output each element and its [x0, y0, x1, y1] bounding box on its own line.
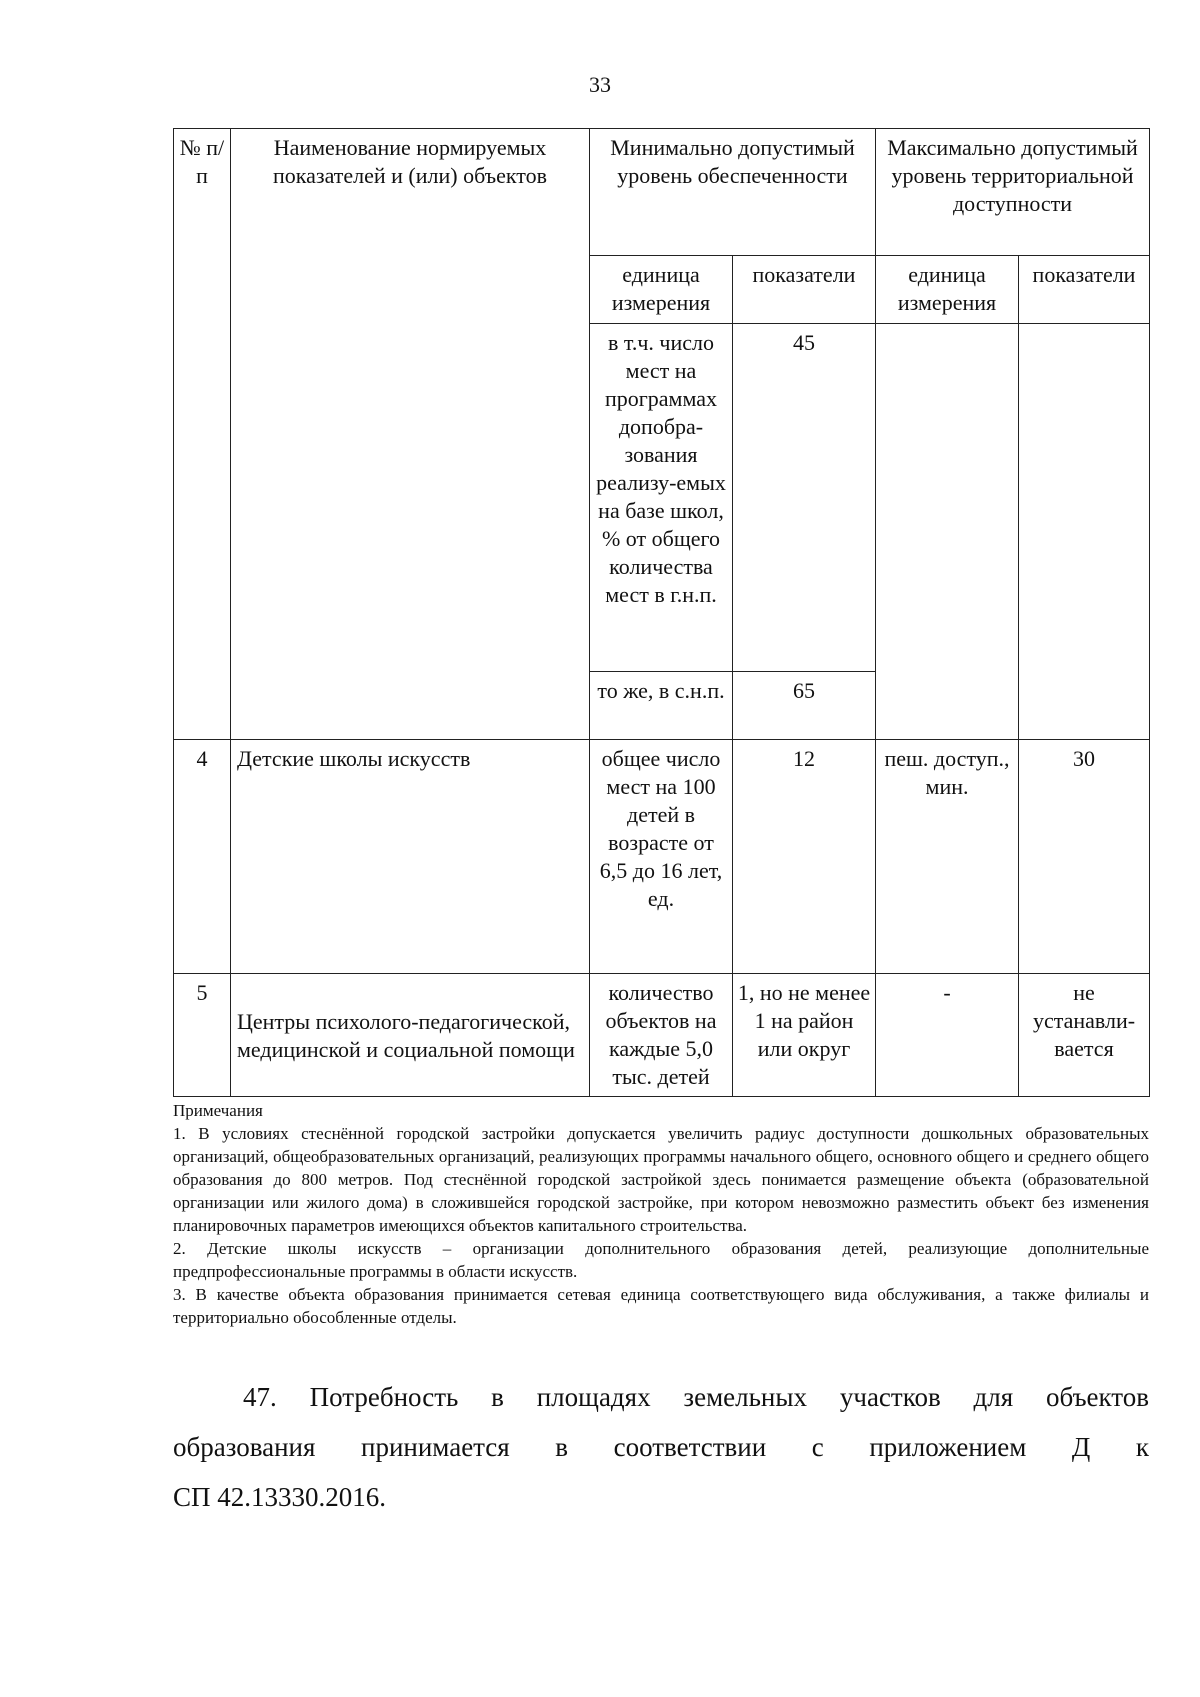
paragraph-line: СП 42.13330.2016.	[173, 1482, 387, 1512]
row-value-1: 1, но не менее 1 на район или округ	[733, 974, 876, 1097]
row-value-2: не устанавли-вается	[1019, 974, 1150, 1097]
header-max-level: Максимально допустимый уровень территориальной доступности	[876, 129, 1150, 256]
row-name: Центры психолого-педагогической, медицинской и социальной помощи	[231, 974, 590, 1097]
row-unit-1: общее число мест на 100 детей в возрасте от 6,5 до 16 лет, ед.	[590, 740, 733, 974]
row-value-1: 12	[733, 740, 876, 974]
header-min-level: Минимально допустимый уровень обеспеченности	[590, 129, 876, 256]
row-unit-2	[876, 324, 1019, 740]
row-value-2: 30	[1019, 740, 1150, 974]
note-item: 1. В условиях стеснённой городской застройки допускается увеличить радиус доступности дошкольных образовательных организаций, общеобразовательных организаций, реализующих программы начального общего, основного общего и среднего общего образования до 800 метров. Под стеснённой городской застройкой здесь понимается размещение объекта (образовательной организации или жилого дома) в сложившейся городской застройке, при котором невозможно разместить объект без изменения планировочных параметров имеющихся объектов капитального строительства.	[173, 1124, 1149, 1235]
row-unit-1: в т.ч. число мест на программах допобра-зования реализу-емых на базе школ, % от общего количества мест в г.н.п.	[590, 324, 733, 672]
paragraph-line: образования принимается в соответствии с приложением Д к	[173, 1432, 1149, 1462]
row-name: Детские школы искусств	[231, 740, 590, 974]
header-unit-2: единица измерения	[876, 256, 1019, 324]
row-value-2	[1019, 324, 1150, 740]
header-value-1: показатели	[733, 256, 876, 324]
header-value-2: показатели	[1019, 256, 1150, 324]
header-name: Наименование нормируемых показателей и (или) объектов	[231, 129, 590, 740]
notes-title: Примечания	[173, 1101, 263, 1120]
row-unit-2: пеш. доступ., мин.	[876, 740, 1019, 974]
note-item: 3. В качестве объекта образования принимается сетевая единица соответствующего вида обслуживания, а также филиалы и территориально обособленные отделы.	[173, 1285, 1149, 1327]
notes	[173, 1099, 1149, 1329]
row-value-1: 65	[733, 672, 876, 740]
row-num: 4	[174, 740, 231, 974]
page-number: 33	[589, 72, 611, 97]
paragraph-47	[173, 1372, 1149, 1522]
note-item: 2. Детские школы искусств – организации дополнительного образования детей, реализующие дополнительные предпрофессиональные программы в области искусств.	[173, 1239, 1149, 1281]
header-unit-1: единица измерения	[590, 256, 733, 324]
row-num: 5	[174, 974, 231, 1097]
table-row	[174, 974, 1150, 1097]
header-num: № п/п	[174, 129, 231, 740]
table-row	[174, 740, 1150, 974]
row-unit-2: -	[876, 974, 1019, 1097]
header-row	[174, 129, 1150, 256]
paragraph-line: 47. Потребность в площадях земельных участков для объектов	[243, 1382, 1149, 1412]
norms-table	[173, 128, 1150, 1097]
row-value-1: 45	[733, 324, 876, 672]
row-unit-1: количество объектов на каждые 5,0 тыс. детей	[590, 974, 733, 1097]
row-unit-1: то же, в с.н.п.	[590, 672, 733, 740]
